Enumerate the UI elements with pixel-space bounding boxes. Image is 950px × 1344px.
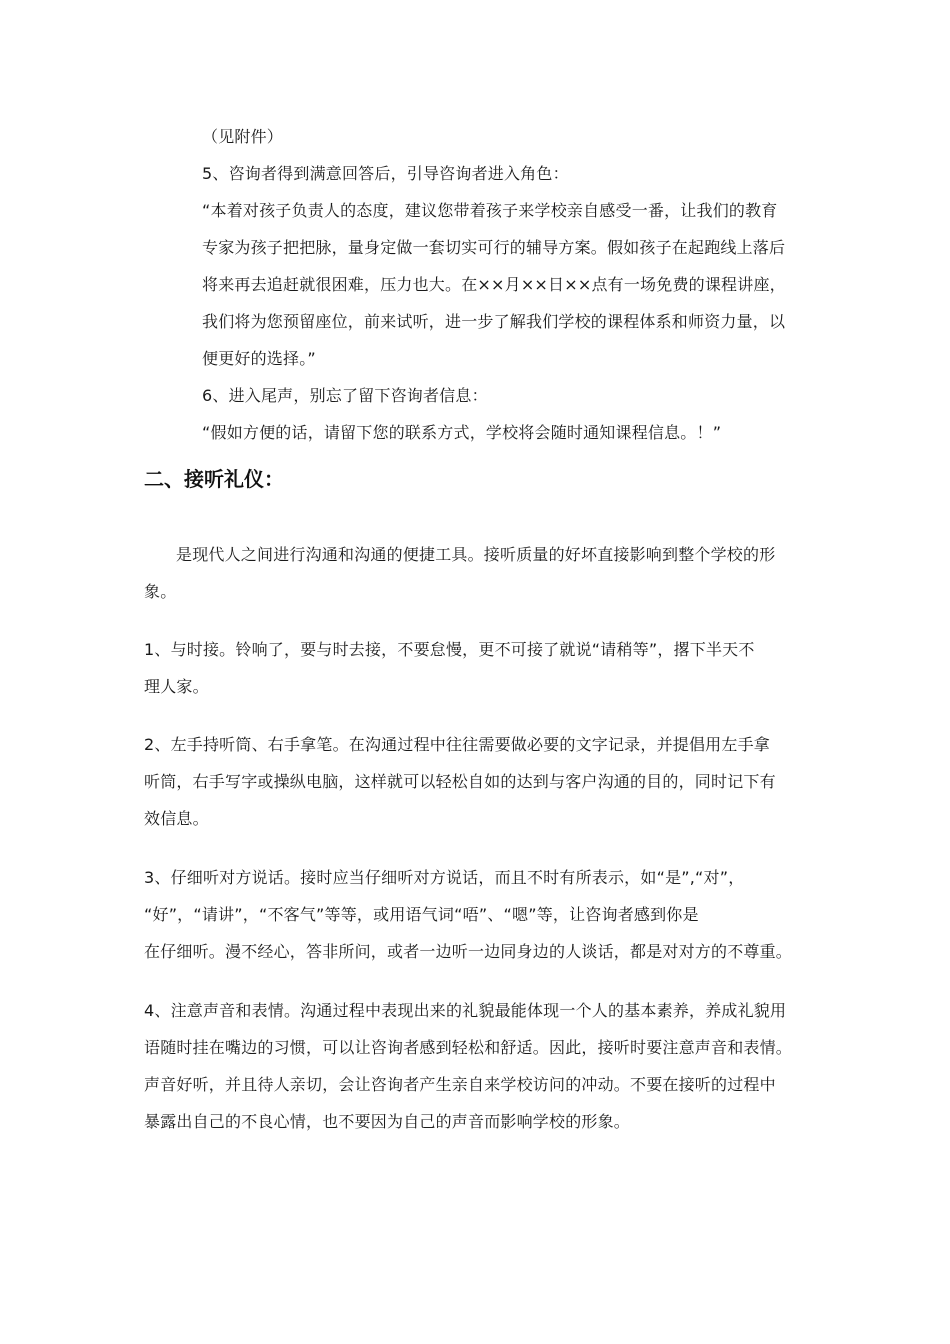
step5-title: 5、咨询者得到满意回答后，引导咨询者进入角色： [202, 164, 569, 183]
item-2-line: 2、左手持听筒、右手拿笔。在沟通过程中往往需要做必要的文字记录，并提倡用左手拿 [144, 735, 770, 754]
item-4-line: 声音好听，并且待人亲切，会让咨询者产生亲自来学校访问的冲动。不要在接听的过程中 [144, 1075, 776, 1094]
step5-quote-line: 我们将为您预留座位，前来试听，进一步了解我们学校的课程体系和师资力量，以 [202, 312, 786, 331]
section-intro-line: 是现代人之间进行沟通和沟通的便捷工具。接听质量的好坏直接影响到整个学校的形 [176, 545, 776, 564]
item-4-line: 暴露出自己的不良心情，也不要因为自己的声音而影响学校的形象。 [144, 1112, 631, 1131]
item-2-line: 效信息。 [144, 809, 209, 828]
item-3-line: 在仔细听。漫不经心，答非所问，或者一边听一边同身边的人谈话，都是对对方的不尊重。 [144, 942, 793, 961]
step6-title: 6、进入尾声，别忘了留下咨询者信息： [202, 386, 488, 405]
section-intro-line: 象。 [144, 582, 177, 601]
item-1-line: 理人家。 [144, 677, 209, 696]
item-3-line: 3、仔细听对方说话。接时应当仔细听对方说话，而且不时有所表示，如“是”,“对”， [144, 868, 745, 887]
step5-quote-line: 将来再去追赶就很困难，压力也大。在××月××日××点有一场免费的课程讲座， [202, 275, 786, 294]
item-4-line: 语随时挂在嘴边的习惯，可以让咨询者感到轻松和舒适。因此，接听时要注意声音和表情。 [144, 1038, 793, 1057]
item-3-line: “好”，“请讲”，“不客气”等等，或用语气词“唔”、“嗯”等，让咨询者感到你是 [144, 905, 699, 924]
step5-quote-line: 便更好的选择。” [202, 349, 316, 368]
step5-quote-line: 专家为孩子把把脉，量身定做一套切实可行的辅导方案。假如孩子在起跑线上落后 [202, 238, 786, 257]
item-1-line: 1、与时接。铃响了，要与时去接，不要怠慢，更不可接了就说“请稍等”，撂下半天不 [144, 640, 755, 659]
step6-quote: “假如方便的话，请留下您的联系方式，学校将会随时通知课程信息。！” [202, 423, 722, 442]
step5-quote-line: “本着对孩子负责人的态度，建议您带着孩子来学校亲自感受一番，让我们的教育 [202, 201, 778, 220]
attachment-note: （见附件） [202, 127, 284, 146]
item-2-line: 听筒，右手写字或操纵电脑，这样就可以轻松自如的达到与客户沟通的目的，同时记下有 [144, 772, 776, 791]
section-heading: 二、接听礼仪： [144, 467, 284, 491]
item-4-line: 4、注意声音和表情。沟通过程中表现出来的礼貌最能体现一个人的基本素养，养成礼貌用 [144, 1001, 787, 1020]
